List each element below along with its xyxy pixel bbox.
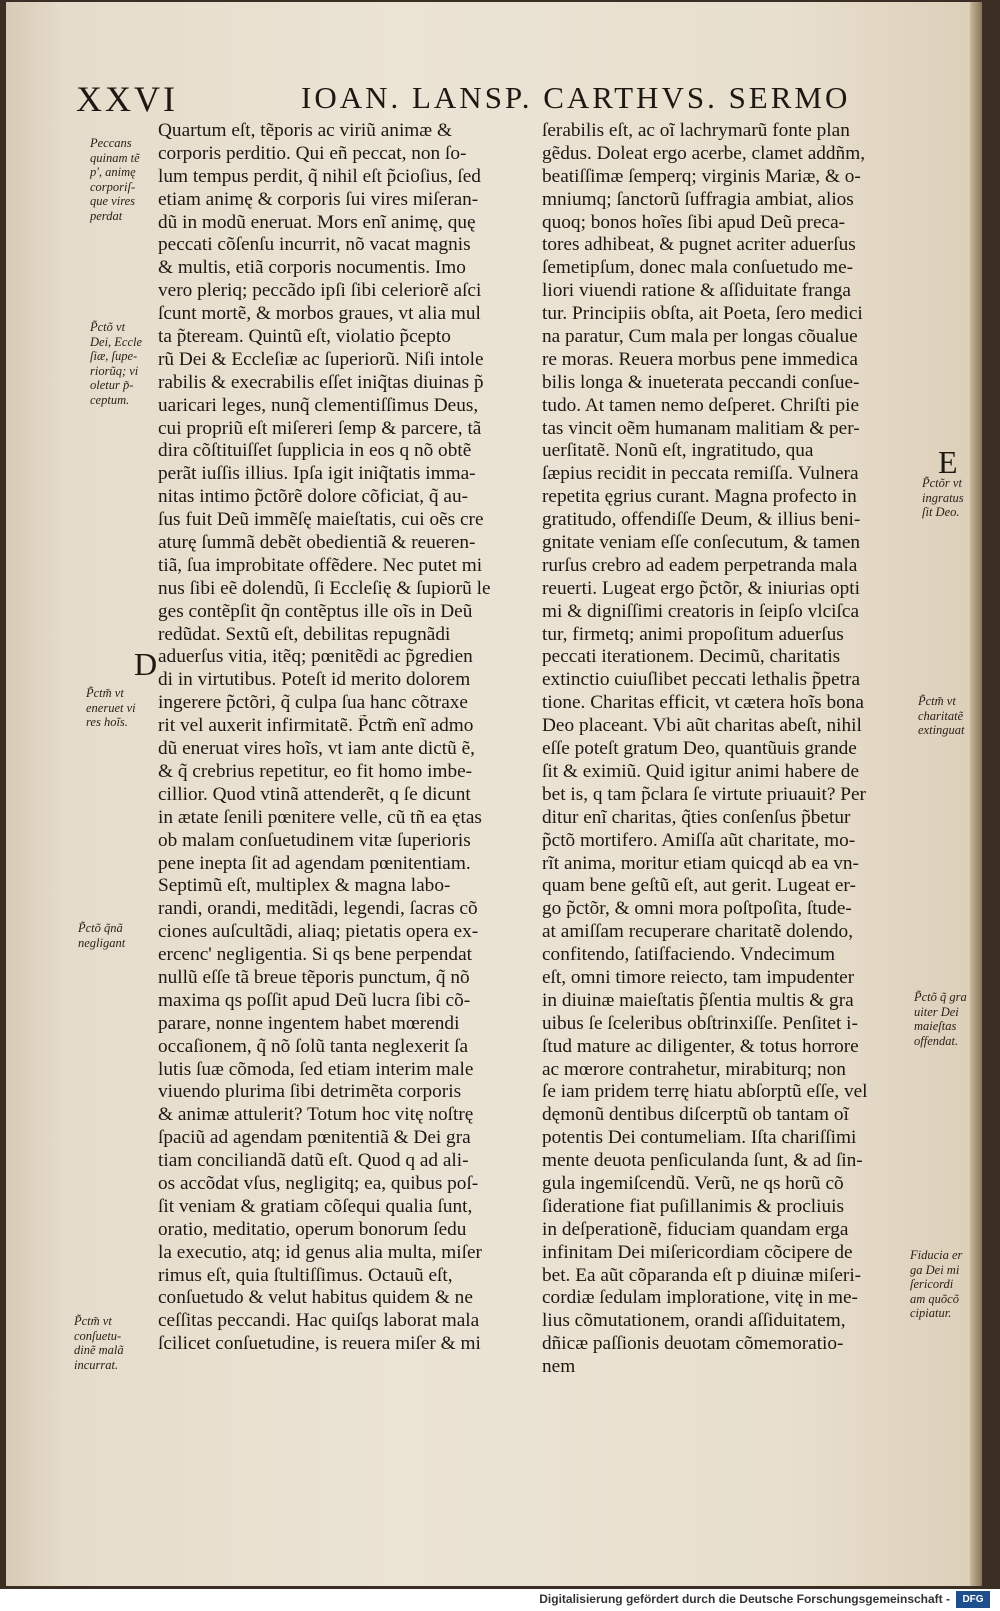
book-page (6, 2, 982, 1586)
text-line: Quartum eſt, tẽporis ac viriũ animæ & (158, 120, 452, 141)
text-line: eſt, omni timore reiecto, tam impudenter (542, 966, 855, 988)
margin-note-line: am quõcõ (910, 1291, 959, 1306)
margin-note-line: oletur p̃- (90, 378, 134, 392)
text-line: repetita ęgrius curant. Magna profecto in (542, 486, 857, 508)
text-line: nitas intimo p̃ctõrẽ dolore cõficiat, q̃ au- (158, 486, 469, 508)
text-line: & q̃ crebrius repetitur, eo fit homo imbe- (158, 760, 473, 782)
text-line: lum tempus perdit, q̃ nihil eſt p̃cioſius, ſed (158, 165, 481, 187)
margin-note-line: charitatẽ (918, 708, 964, 723)
margin-note-right-2 (918, 694, 965, 738)
text-line: rurſus crebro ad eadem perpetranda mala (542, 554, 858, 576)
text-line: peccati iterationem. Decimũ, charitatis (542, 646, 841, 668)
margin-note-right-4 (910, 1248, 962, 1321)
text-line: oratio, meditatio, operum bonorum ſedu (158, 1218, 467, 1240)
text-line: mi & digniſſimi creatoris in ſeipſo vlciſca (542, 600, 860, 622)
margin-note-line: ſit Deo. (922, 505, 960, 519)
text-line: ſit veniam & gratiam cõſequi qualia ſunt, (158, 1195, 473, 1217)
text-line: tur, firmetq; animi propoſitum aduerſus (542, 623, 844, 645)
text-line: gẽdus. Doleat ergo acerbe, clamet addñm, (542, 142, 866, 164)
text-line: tione. Charitas efficit, vt cætera hoĩs bona (542, 692, 864, 714)
text-line: ſtud mature ac diligenter, & totus horrore (542, 1035, 859, 1057)
text-line: ſerabilis eſt, ac oĩ lachrymarũ fonte plan (542, 120, 850, 141)
running-title: IOAN. LANSP. CARTHVS. SERMO (301, 80, 851, 115)
margin-note-line: eneruet vi (86, 700, 136, 715)
page-edge (970, 2, 982, 1586)
margin-note-line: extinguat (918, 723, 965, 737)
text-line: dęmonũ dentibus diſcerptũ ob tantam oĩ (542, 1104, 849, 1126)
text-line: ta p̃teream. Quintũ eſt, violatio p̃cepto (158, 326, 451, 348)
text-line: la executio, atq; id genus alia multa, miſer (158, 1241, 482, 1263)
text-line: dũ in modũ eneruat. Mors enĩ animę, quę (158, 211, 476, 233)
margin-note-left-3 (86, 686, 136, 730)
margin-note-line: corporiſ- (90, 179, 136, 194)
text-line: cillior. Quod vtinã attenderẽt, q ſe dicunt (158, 783, 471, 805)
margin-note-line: P̃ctõ q̃ gra (914, 990, 967, 1004)
text-line: p̃ctõ mortifero. Amiſſa aũt charitate, mo- (542, 829, 856, 851)
text-line: na paratur, Cum mala per longas cõualue (542, 326, 858, 348)
text-line: ob malam conſuetudinem vitæ ſuperioris (158, 829, 471, 851)
text-line: ſcunt mortẽ, & morbos graues, vt alia mul (158, 303, 481, 325)
margin-note-line: P̃ctm̃ vt (86, 686, 124, 700)
text-line: ſe iam pridem terrę hiatu abſorptũ eſſe, vel (542, 1081, 868, 1103)
text-line: quam bene geſtũ eſt, aut gerit. Lugeat er- (542, 875, 856, 897)
text-line: beatiſſimæ ſemperq; virginis Mariæ, & o- (542, 165, 861, 187)
text-line: reuerti. Lugeat ergo p̃ctõr, & iniurias opti (542, 577, 860, 599)
text-line: dira cõſtituiſſet ſupplicia in eos q nõ obtẽ (158, 440, 472, 462)
margin-note-line: cipiatur. (910, 1306, 952, 1320)
margin-note-line: ſiæ, ſupe- (90, 349, 138, 363)
text-line: ſideratione fiat puſillanimis & procliuis (542, 1195, 845, 1217)
text-line: rũ Dei & Eccleſiæ ac ſuperiorũ. Niſi intole (158, 348, 484, 370)
text-line: gratitudo, offendiſſe Deum, & illius beni- (542, 509, 861, 531)
text-line: tores adhibeat, & pugnet acriter aduerſus (542, 234, 856, 256)
text-line: ciones auſcultãdi, aliaq; pietatis opera ex- (158, 921, 479, 943)
text-line: & animæ attulerit? Totum hoc vitę noſtrę (158, 1104, 474, 1126)
text-line: ſus fuit Deũ immẽſę maieſtatis, cui oẽs cre (158, 509, 484, 531)
margin-note-line: perdat (90, 208, 123, 223)
text-line: di in virtutibus. Poteſt id merito dolorem (158, 669, 471, 691)
margin-note-line: P̃ctõ q̃nã (78, 921, 123, 935)
text-line: nem (542, 1356, 576, 1378)
text-line: liori viuendi ratione & aſſiduitate franga (542, 280, 851, 302)
margin-note-line: quinam tẽ (90, 150, 140, 165)
text-line: ſpaciũ ad agendam pœnitentiã & Dei gra (158, 1127, 471, 1149)
text-line: tiam conciliandã datũ eſt. Quod q ad ali- (158, 1150, 469, 1172)
text-line: go p̃ctõr, & omni mora poſtpoſita, ſtude- (542, 898, 852, 920)
text-line: uerſitatẽ. Nonũ eſt, ingratitudo, qua (542, 440, 814, 462)
text-line: os accõdat vſus, negligitq; ea, quibus poſ- (158, 1172, 479, 1194)
section-letter-e: E (938, 444, 958, 480)
text-line: & multis, etiã corporis nocumentis. Imo (158, 257, 466, 279)
text-line: nus ſibi eẽ dolendũ, ſi Eccleſię & ſupiorũ le (158, 577, 491, 599)
text-line: uaricari leges, nunq̃ clementiſſimus Deus, (158, 394, 479, 416)
text-line: eſſe poteſt gratum Deo, quantũuis grande (542, 738, 857, 760)
margin-note-line: conſuetu- (74, 1328, 122, 1343)
margin-note-line: dinẽ malã (74, 1343, 124, 1357)
text-line: dñicæ paſſionis deuotam cõmemoratio- (542, 1333, 844, 1355)
text-line: re moras. Reuera morbus pene immedica (542, 348, 858, 370)
text-line: viuendo plurima ſibi detrimẽta corporis (158, 1081, 462, 1103)
text-line: tudo. At tamen nemo deſperet. Chriſti pie (542, 394, 860, 416)
margin-note-line: riorũq; vi (90, 363, 139, 378)
margin-note-line: offendat. (914, 1033, 959, 1048)
text-line: confitendo, ſatiſfaciendo. Vndecimum (542, 944, 836, 966)
text-line: extinctio cuiuſlibet peccati lethalis p̃petra (542, 669, 861, 691)
text-line: gnitate veniam eſſe conſecutum, & tamen (542, 532, 861, 554)
text-line: ditur enĩ charitas, q̃ties conſenſus p̃betur (542, 806, 851, 828)
margin-note-line: negligant (78, 935, 126, 950)
text-line: rit vel auxerit infirmitatẽ. P̃ctm̃ enĩ admo (158, 715, 474, 737)
text-line: ercenc' negligentia. Si qs bene perpendat (158, 944, 472, 966)
text-line: uibus ſe ſceleribus obſtrinxiſſe. Penſitet i- (542, 1012, 858, 1034)
margin-note-left-2 (90, 320, 142, 407)
margin-note-line: ſericordi (910, 1277, 954, 1291)
text-line: mniumq; ſanctorũ ſuffragia ambiat, alios (542, 188, 854, 210)
folio-number: XXVI (76, 79, 178, 119)
section-letter-d: D (134, 646, 158, 682)
funding-notice: Digitalisierung gefördert durch die Deutsche Forschungsgemeinschaft - (539, 1592, 950, 1606)
margin-note-line: P̃ctm̃ vt (918, 694, 956, 708)
text-line: bilis longa & inueterata peccandi conſue- (542, 371, 860, 393)
text-line: rĩt anima, moritur etiam quicqd ab ea vn- (542, 852, 859, 874)
text-line: quoq; bonos hoĩes ſibi apud Deũ preca- (542, 211, 846, 233)
margin-note-line: Dei, Eccle (90, 334, 143, 349)
text-line: tur. Principiis obſta, ait Poeta, ſero medici (542, 303, 863, 325)
text-line: ges contẽpſit q̃n contẽptus ille oĩs in Deũ (158, 600, 473, 622)
text-line: parare, nonne ingentem habet mœrendi (158, 1012, 460, 1034)
text-line: occaſionem, q̃ nõ ſolũ tanta neglexerit ſa (158, 1035, 468, 1057)
margin-note-line: P̃ctõ vt (90, 320, 126, 334)
text-line: cordiæ ſedulam imploratione, vitę in me- (542, 1287, 858, 1309)
text-line: aduerſus vitia, itẽq; pœnitẽdi ac p̃gredien (158, 646, 473, 668)
text-line: lutis ſuæ cõmoda, ſed etiam interim male (158, 1058, 474, 1080)
digitization-footer (0, 1589, 1000, 1611)
text-line: Septimũ eſt, multiplex & magna labo- (158, 875, 451, 897)
text-line: peccati cõſenſu incurrit, nõ vacat magnis (158, 234, 471, 256)
text-line: ſæpius recidit in peccata remiſſa. Vulnera (542, 463, 859, 485)
margin-note-line: res hoĩs. (86, 715, 128, 729)
text-line: redũdat. Sextũ eſt, debilitas repugnãdi (158, 623, 451, 645)
text-line: in ætate ſenili pœnitere velle, cũ tñ ea ętas (158, 806, 482, 828)
left-text-column (158, 120, 518, 1356)
text-line: randi, orandi, meditãdi, legendi, ſacras cõ (158, 898, 478, 920)
text-line: bet. Ea aũt cõparanda eſt p diuinæ miſeri- (542, 1264, 862, 1286)
text-line: rabilis & execrabilis eſſet iniq̃tas diuinas p̃ (158, 371, 484, 393)
text-line: vero pleriq; peccãdo ipſi ſibi celeriorẽ aſci (158, 280, 482, 302)
running-header (76, 78, 851, 119)
text-line: nullũ eſſe tã breue tẽporis punctum, q̃ nõ (158, 966, 470, 988)
margin-note-line: Fiducia er (910, 1248, 963, 1262)
text-line: ceſſitas peccandi. Hac quiſqs laborat mala (158, 1310, 480, 1332)
text-line: pene inepta ſit ad agendam pœnitentiam. (158, 852, 471, 874)
text-line: corporis perditio. Qui eñ peccat, non ſo- (158, 142, 467, 164)
margin-note-line: ga Dei mi (910, 1262, 960, 1277)
text-line: in diuinæ maieſtatis p̃ſentia multis & gra (542, 989, 854, 1011)
text-line: ſemetipſum, donec mala conſuetudo me- (542, 257, 854, 279)
text-line: etiam animę & corporis ſui vires miſeran- (158, 188, 479, 210)
text-line: ac mœrore contrahetur, mirabiturq; non (542, 1058, 846, 1080)
text-line: ingerere p̃ctõri, q̃ culpa ſua hanc cõtraxe (158, 692, 468, 714)
text-line: dũ eneruat vires hoĩs, vt iam ante dictũ ẽ, (158, 738, 475, 760)
margin-note-line: uiter Dei (914, 1004, 959, 1019)
text-line: Deo placeant. Vbi aũt charitas abeſt, nihil (542, 715, 862, 737)
text-line: ſit & eximiũ. Quid igitur animi habere de (542, 760, 860, 782)
text-line: infinitam Dei miſericordiam cõcipere de (542, 1241, 853, 1263)
margin-note-line: que vires (90, 194, 136, 208)
text-line: perãt iuſſis illius. Ipſa igit iniq̃tatis imma- (158, 463, 476, 485)
margin-note-line: ceptum. (90, 392, 130, 407)
text-line: cui propriũ eſt miſereri ſemp & parcere, tã (158, 417, 482, 439)
text-line: maxima qs poſſit apud Deũ lucra ſibi cõ- (158, 989, 471, 1011)
margin-note-left-1 (90, 136, 140, 223)
margin-note-line: maieſtas (914, 1019, 957, 1033)
margin-note-left-5 (74, 1314, 124, 1372)
text-line: lius cõmutationem, orandi aſſiduitatem, (542, 1310, 846, 1332)
text-line: tas vincit oẽm humanam malitiam & per- (542, 417, 860, 439)
margin-note-line: P̃ctõr vt (922, 476, 962, 490)
margin-note-line: Peccans (90, 136, 132, 150)
margin-note-line: P̃ctm̃ vt (74, 1314, 112, 1328)
text-line: gula ingemiſcendũ. Verũ, ne qs horũ cõ (542, 1172, 844, 1194)
text-line: potentis Dei contumeliam. Iſta chariſſimi (542, 1127, 857, 1149)
margin-note-left-4 (78, 921, 125, 950)
right-text-column (542, 120, 902, 1379)
margin-note-right-1 (922, 476, 964, 520)
text-line: ſcilicet conſuetudine, is reuera miſer & mi (158, 1333, 481, 1355)
margin-note-line: p', animę (90, 165, 136, 179)
text-line: conſuetudo & velut habitus quidem & ne (158, 1287, 473, 1309)
margin-note-line: ingratus (922, 490, 964, 505)
text-line: bet is, q tam p̃clara ſe virtute priuauit? Per (542, 783, 866, 805)
margin-note-right-3 (914, 990, 967, 1048)
text-line: rimus eſt, quia ſtultiſſimus. Octauũ eſt, (158, 1264, 453, 1286)
text-line: tiã, ſua improbitate offẽdere. Nec putet mi (158, 554, 483, 576)
text-line: mente deuota penſiculanda ſunt, & ad ſin- (542, 1150, 863, 1172)
text-line: aturę ſummã debẽt obedientiã & reueren- (158, 532, 476, 554)
dfg-logo: DFG (956, 1591, 990, 1608)
text-line: in deſperationẽ, fiduciam quandam erga (542, 1218, 849, 1240)
text-line: at amiſſam recuperare charitatẽ dolendo, (542, 921, 854, 943)
margin-note-line: incurrat. (74, 1357, 119, 1372)
